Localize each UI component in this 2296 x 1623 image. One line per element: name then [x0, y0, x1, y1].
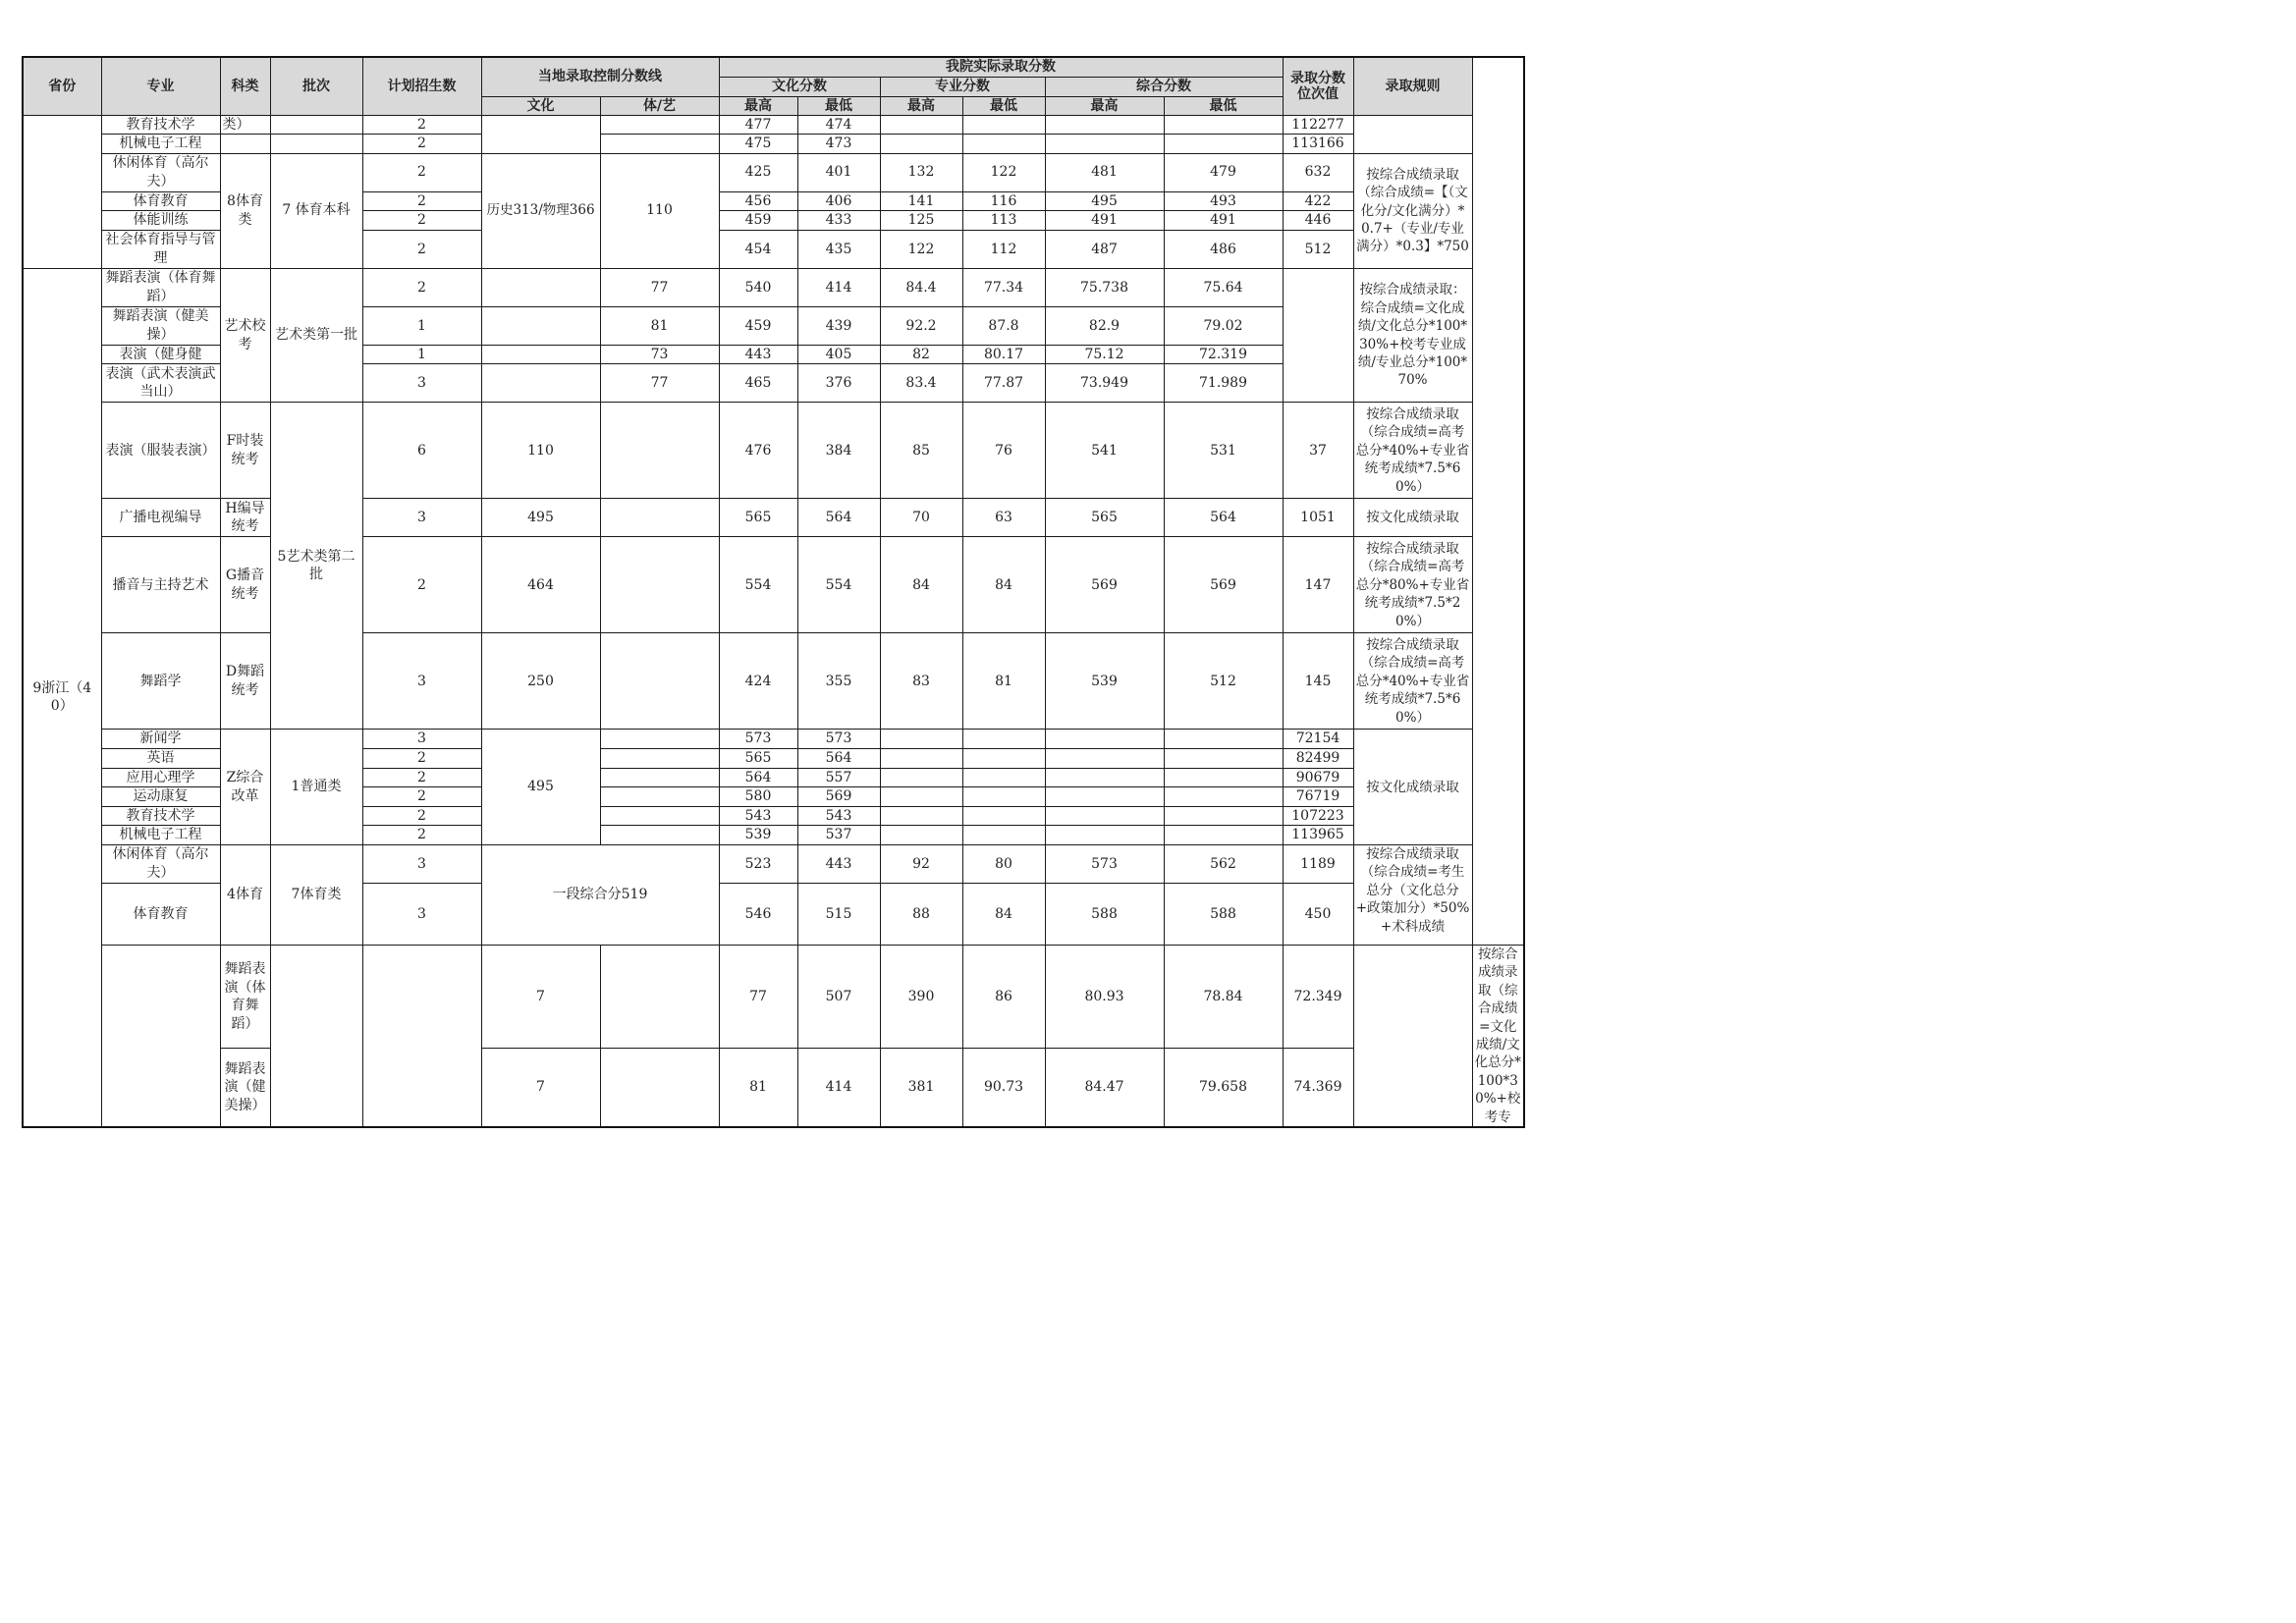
plan-cell: 3: [362, 730, 481, 749]
art-line-cell: 81: [719, 1049, 797, 1127]
plan-cell: 7: [481, 946, 600, 1049]
culture-max-cell: 459: [719, 306, 797, 345]
major-min-cell: 84: [962, 884, 1045, 946]
major-cell: 体育教育: [101, 884, 220, 946]
plan-cell: 3: [362, 499, 481, 537]
major-min-cell: 87.8: [962, 306, 1045, 345]
composite-max-cell: 491: [1045, 211, 1164, 231]
table-row: [23, 730, 1524, 749]
art-line-cell: 77: [719, 946, 797, 1049]
major-min-cell: 80.93: [1045, 946, 1164, 1049]
composite-max-cell: 495: [1045, 191, 1164, 211]
category-cell: G播音统考: [220, 537, 270, 633]
plan-cell: 2: [362, 153, 481, 191]
major-max-cell: 83.4: [880, 364, 962, 403]
batch-cell: 1普通类: [270, 730, 362, 845]
table-row: [23, 135, 1524, 154]
header-culture-max: 最高: [719, 96, 797, 115]
culture-min-cell: 405: [797, 345, 880, 364]
culture-line-cell: 历史313/物理366: [481, 153, 600, 268]
major-cell: 休闲体育（高尔夫）: [101, 153, 220, 191]
composite-min-cell: 72.319: [1164, 345, 1283, 364]
culture-min-cell: 573: [797, 730, 880, 749]
culture-line-cell: [600, 946, 719, 1049]
rule-cell: 按综合成绩录取（综合成绩=高考总分*40%+专业省统考成绩*7.5*60%）: [1353, 633, 1472, 730]
category-cell: 8体育类: [220, 153, 270, 268]
major-cell: 广播电视编导: [101, 499, 220, 537]
major-max-cell: 88: [880, 884, 962, 946]
culture-min-cell: 435: [797, 230, 880, 268]
art-line-cell: 73: [600, 345, 719, 364]
culture-max-cell: 539: [719, 826, 797, 845]
table-row: [23, 115, 1524, 135]
composite-min-cell: 569: [1164, 537, 1283, 633]
plan-cell: 6: [362, 403, 481, 499]
header-culture: 文化: [481, 96, 600, 115]
culture-min-cell: 401: [797, 153, 880, 191]
rank-cell: 82499: [1283, 749, 1353, 769]
rule-cell: 按文化成绩录取: [1353, 730, 1472, 845]
rank-cell: 147: [1283, 537, 1353, 633]
major-cell: 英语: [101, 749, 220, 769]
major-min-cell: 122: [962, 153, 1045, 191]
major-max-cell: 82: [880, 345, 962, 364]
culture-line-cell: [481, 268, 600, 306]
table-row: [23, 153, 1524, 191]
major-min-cell: 77.87: [962, 364, 1045, 403]
batch-cell: 7 体育本科: [270, 153, 362, 268]
major-max-cell: 70: [880, 499, 962, 537]
culture-line-cell: 110: [481, 403, 600, 499]
art-line-cell: [600, 806, 719, 826]
culture-line-cell: [481, 345, 600, 364]
category-cell: Z综合改革: [220, 730, 270, 845]
batch-cell: [270, 115, 362, 135]
culture-min-cell: 376: [797, 364, 880, 403]
culture-min-cell: 564: [797, 499, 880, 537]
art-line-cell: [600, 115, 719, 135]
header-major-min: 最低: [962, 96, 1045, 115]
category-cell: D舞蹈统考: [220, 633, 270, 730]
culture-max-cell: 443: [719, 345, 797, 364]
major-max-cell: 90.73: [962, 1049, 1045, 1127]
composite-min-cell: 71.989: [1164, 364, 1283, 403]
rule-cell: 按综合成绩录取（综合成绩=【（文化分/文化满分）*0.7+（专业/专业满分）*0.3】*750: [1353, 153, 1472, 268]
culture-min-cell: 439: [797, 306, 880, 345]
major-max-cell: 92.2: [880, 306, 962, 345]
rule-cell: 按文化成绩录取: [1353, 499, 1472, 537]
plan-cell: 3: [362, 884, 481, 946]
header-major-max: 最高: [880, 96, 962, 115]
culture-max-cell: 476: [719, 403, 797, 499]
rank-cell: 113166: [1283, 135, 1353, 154]
composite-max-cell: 569: [1045, 537, 1164, 633]
major-cell: 教育技术学: [101, 806, 220, 826]
art-line-cell: [600, 730, 719, 749]
major-min-cell: 84: [962, 537, 1045, 633]
art-line-cell: [600, 826, 719, 845]
major-min-cell: 63: [962, 499, 1045, 537]
art-line-cell: [600, 403, 719, 499]
table-row: [23, 268, 1524, 306]
composite-max-cell: 78.84: [1164, 946, 1283, 1049]
culture-line-cell: 495: [481, 499, 600, 537]
major-max-cell: 141: [880, 191, 962, 211]
major-cell: 舞蹈表演（体育舞蹈）: [101, 268, 220, 306]
culture-line-cell: [481, 115, 600, 153]
composite-max-cell: 565: [1045, 499, 1164, 537]
rank-cell: 422: [1283, 191, 1353, 211]
art-line-cell: [600, 787, 719, 807]
province-cell: [101, 946, 220, 1128]
rank-cell: [1283, 268, 1353, 403]
rank-cell: 145: [1283, 633, 1353, 730]
header-composite-min: 最低: [1164, 96, 1283, 115]
composite-min-cell: 512: [1164, 633, 1283, 730]
header-culture-min: 最低: [797, 96, 880, 115]
culture-max-cell: 475: [719, 135, 797, 154]
batch-cell: 艺术类第一批: [270, 268, 362, 403]
plan-cell: 3: [362, 364, 481, 403]
major-cell: 体能训练: [101, 211, 220, 231]
admission-score-table: [22, 56, 1525, 1128]
major-max-cell: 84: [880, 537, 962, 633]
composite-min-cell: 79.02: [1164, 306, 1283, 345]
header-major-score: 专业分数: [880, 77, 1045, 96]
culture-max-cell: 454: [719, 230, 797, 268]
plan-cell: 1: [362, 306, 481, 345]
header-composite-max: 最高: [1045, 96, 1164, 115]
composite-max-cell: 539: [1045, 633, 1164, 730]
composite-max-cell: 481: [1045, 153, 1164, 191]
composite-max-cell: 541: [1045, 403, 1164, 499]
composite-min-cell: 588: [1164, 884, 1283, 946]
major-max-cell: 132: [880, 153, 962, 191]
composite-max-cell: 75.12: [1045, 345, 1164, 364]
culture-min-cell: 406: [797, 191, 880, 211]
header-batch: 批次: [270, 57, 362, 115]
culture-min-cell: 381: [880, 1049, 962, 1127]
culture-min-cell: 443: [797, 845, 880, 884]
rank-cell: 1051: [1283, 499, 1353, 537]
art-line-cell: [600, 749, 719, 769]
major-max-cell: 84.4: [880, 268, 962, 306]
header-rule: 录取规则: [1353, 57, 1472, 115]
major-cell: 舞蹈表演（体育舞蹈）: [220, 946, 270, 1049]
category-cell: 艺术校考: [220, 268, 270, 403]
culture-min-cell: 473: [797, 135, 880, 154]
category-cell: F时装统考: [220, 403, 270, 499]
art-line-cell: [600, 135, 719, 154]
culture-min-cell: 537: [797, 826, 880, 845]
composite-max-cell: 79.658: [1164, 1049, 1283, 1127]
rule-cell: 按综合成绩录取（综合成绩=高考总分*80%+专业省统考成绩*7.5*20%）: [1353, 537, 1472, 633]
table-row: [23, 537, 1524, 633]
major-min-cell: 80: [962, 845, 1045, 884]
culture-max-cell: 477: [719, 115, 797, 135]
plan-cell: 2: [362, 211, 481, 231]
major-min-cell: 113: [962, 211, 1045, 231]
category-cell: H编导统考: [220, 499, 270, 537]
admission-score-table-container: [22, 56, 1525, 1128]
art-line-cell: 77: [600, 364, 719, 403]
composite-min-cell: 531: [1164, 403, 1283, 499]
plan-cell: 2: [362, 826, 481, 845]
rank-cell: 107223: [1283, 806, 1353, 826]
major-max-cell: 125: [880, 211, 962, 231]
rule-cell: 按综合成绩录取（综合成绩=考生总分（文化总分+政策加分）*50%+术科成绩: [1353, 845, 1472, 946]
table-row: [23, 403, 1524, 499]
plan-cell: 7: [481, 1049, 600, 1127]
batch-cell: [362, 946, 481, 1128]
major-max-cell: 122: [880, 230, 962, 268]
art-line-cell: [600, 633, 719, 730]
major-max-cell: 86: [962, 946, 1045, 1049]
rank-cell: 112277: [1283, 115, 1353, 135]
category-cell: 类）: [220, 115, 270, 135]
culture-min-cell: 433: [797, 211, 880, 231]
culture-line-cell: 250: [481, 633, 600, 730]
plan-cell: 2: [362, 806, 481, 826]
major-cell: 机械电子工程: [101, 135, 220, 154]
province-cell: [23, 115, 101, 268]
rule-cell: 按综合成绩录取（综合成绩=文化成绩/文化总分*100*30%+校考专: [1472, 946, 1524, 1128]
major-cell: 舞蹈表演（健美操）: [220, 1049, 270, 1127]
major-max-cell: 85: [880, 403, 962, 499]
major-cell: 教育技术学: [101, 115, 220, 135]
local-line-cell: 一段综合分519: [481, 845, 719, 946]
culture-max-cell: 565: [719, 499, 797, 537]
rank-cell: [1353, 946, 1472, 1128]
composite-max-cell: 487: [1045, 230, 1164, 268]
composite-min-cell: 72.349: [1283, 946, 1353, 1049]
major-min-cell: 81: [962, 633, 1045, 730]
culture-min-cell: 515: [797, 884, 880, 946]
culture-min-cell: 384: [797, 403, 880, 499]
rank-cell: 113965: [1283, 826, 1353, 845]
major-max-cell: 92: [880, 845, 962, 884]
composite-min-cell: 486: [1164, 230, 1283, 268]
composite-min-cell: 75.64: [1164, 268, 1283, 306]
culture-max-cell: 456: [719, 191, 797, 211]
plan-cell: 3: [362, 633, 481, 730]
table-row: [23, 499, 1524, 537]
culture-min-cell: 569: [797, 787, 880, 807]
plan-cell: 2: [362, 768, 481, 787]
culture-max-cell: 573: [719, 730, 797, 749]
major-cell: 运动康复: [101, 787, 220, 807]
culture-min-cell: 564: [797, 749, 880, 769]
plan-cell: 3: [362, 845, 481, 884]
header-province: 省份: [23, 57, 101, 115]
header-plan: 计划招生数: [362, 57, 481, 115]
major-cell: 休闲体育（高尔夫）: [101, 845, 220, 884]
major-min-cell: 116: [962, 191, 1045, 211]
plan-cell: 2: [362, 191, 481, 211]
rank-cell: 90679: [1283, 768, 1353, 787]
header-rank-value: 录取分数位次值: [1283, 57, 1353, 115]
composite-min-cell: 564: [1164, 499, 1283, 537]
culture-line-cell: [600, 1049, 719, 1127]
header-actual: 我院实际录取分数: [719, 57, 1283, 77]
culture-max-cell: 543: [719, 806, 797, 826]
culture-max-cell: 507: [797, 946, 880, 1049]
province-cell: 9浙江（40）: [23, 268, 101, 1127]
culture-max-cell: 425: [719, 153, 797, 191]
rank-cell: 72154: [1283, 730, 1353, 749]
culture-max-cell: 424: [719, 633, 797, 730]
composite-min-cell: 562: [1164, 845, 1283, 884]
plan-cell: 2: [362, 537, 481, 633]
major-cell: 体育教育: [101, 191, 220, 211]
art-line-cell: 110: [600, 153, 719, 268]
major-max-cell: 83: [880, 633, 962, 730]
plan-cell: 2: [362, 268, 481, 306]
culture-line-cell: 464: [481, 537, 600, 633]
plan-cell: 2: [362, 230, 481, 268]
category-cell: 4体育: [220, 845, 270, 946]
rank-cell: 76719: [1283, 787, 1353, 807]
plan-cell: 2: [362, 787, 481, 807]
major-cell: 舞蹈学: [101, 633, 220, 730]
composite-min-cell: 74.369: [1283, 1049, 1353, 1127]
culture-min-cell: 355: [797, 633, 880, 730]
major-cell: 应用心理学: [101, 768, 220, 787]
culture-min-cell: 557: [797, 768, 880, 787]
table-row: [23, 633, 1524, 730]
major-cell: 新闻学: [101, 730, 220, 749]
header-major: 专业: [101, 57, 220, 115]
culture-line-cell: 495: [481, 730, 600, 845]
culture-max-cell: 565: [719, 749, 797, 769]
major-cell: 表演（武术表演武当山）: [101, 364, 220, 403]
category-cell: [220, 135, 270, 154]
art-line-cell: [600, 768, 719, 787]
major-min-cell: 76: [962, 403, 1045, 499]
culture-max-cell: 546: [719, 884, 797, 946]
composite-max-cell: 588: [1045, 884, 1164, 946]
culture-min-cell: 390: [880, 946, 962, 1049]
culture-max-cell: 554: [719, 537, 797, 633]
plan-cell: 2: [362, 135, 481, 154]
rule-cell: [1353, 115, 1472, 153]
composite-max-cell: 73.949: [1045, 364, 1164, 403]
rank-cell: 1189: [1283, 845, 1353, 884]
culture-max-cell: 580: [719, 787, 797, 807]
culture-max-cell: 523: [719, 845, 797, 884]
culture-min-cell: 414: [797, 268, 880, 306]
batch-cell: 7体育类: [270, 845, 362, 946]
culture-max-cell: 465: [719, 364, 797, 403]
art-line-cell: [600, 499, 719, 537]
major-cell: 播音与主持艺术: [101, 537, 220, 633]
header-sport-art: 体/艺: [600, 96, 719, 115]
table-row: [23, 1049, 1524, 1127]
plan-cell: 2: [362, 115, 481, 135]
major-min-cell: 77.34: [962, 268, 1045, 306]
culture-min-cell: 474: [797, 115, 880, 135]
culture-max-cell: 414: [797, 1049, 880, 1127]
culture-line-cell: [481, 364, 600, 403]
major-min-cell: 84.47: [1045, 1049, 1164, 1127]
batch-cell: 5艺术类第二批: [270, 403, 362, 730]
rank-cell: 450: [1283, 884, 1353, 946]
plan-cell: 2: [362, 749, 481, 769]
culture-max-cell: 459: [719, 211, 797, 231]
culture-max-cell: 564: [719, 768, 797, 787]
rule-cell: 按综合成绩录取（综合成绩=高考总分*40%+专业省统考成绩*7.5*60%）: [1353, 403, 1472, 499]
culture-line-cell: [481, 306, 600, 345]
rank-cell: 632: [1283, 153, 1353, 191]
header-composite-score: 综合分数: [1045, 77, 1283, 96]
rule-cell: 按综合成绩录取：综合成绩=文化成绩/文化总分*100*30%+校考专业成绩/专业总分*100*70%: [1353, 268, 1472, 403]
composite-max-cell: 75.738: [1045, 268, 1164, 306]
art-line-cell: 77: [600, 268, 719, 306]
composite-min-cell: 479: [1164, 153, 1283, 191]
culture-min-cell: 543: [797, 806, 880, 826]
art-line-cell: 81: [600, 306, 719, 345]
culture-min-cell: 554: [797, 537, 880, 633]
rank-cell: 37: [1283, 403, 1353, 499]
major-cell: 表演（健身健: [101, 345, 220, 364]
major-cell: 社会体育指导与管理: [101, 230, 220, 268]
header-category: 科类: [220, 57, 270, 115]
major-min-cell: 112: [962, 230, 1045, 268]
art-line-cell: [600, 537, 719, 633]
composite-max-cell: 573: [1045, 845, 1164, 884]
major-cell: 舞蹈表演（健美操）: [101, 306, 220, 345]
culture-max-cell: 540: [719, 268, 797, 306]
composite-min-cell: 491: [1164, 211, 1283, 231]
plan-cell: 1: [362, 345, 481, 364]
table-row: [23, 845, 1524, 884]
major-cell: 表演（服装表演）: [101, 403, 220, 499]
rank-cell: 446: [1283, 211, 1353, 231]
major-cell: 机械电子工程: [101, 826, 220, 845]
major-min-cell: 80.17: [962, 345, 1045, 364]
batch-cell: [270, 135, 362, 154]
category-cell: [270, 946, 362, 1128]
rank-cell: 512: [1283, 230, 1353, 268]
header-culture-score: 文化分数: [719, 77, 880, 96]
table-row: [23, 946, 1524, 1049]
composite-max-cell: 82.9: [1045, 306, 1164, 345]
composite-min-cell: 493: [1164, 191, 1283, 211]
header-local-line: 当地录取控制分数线: [481, 57, 719, 96]
